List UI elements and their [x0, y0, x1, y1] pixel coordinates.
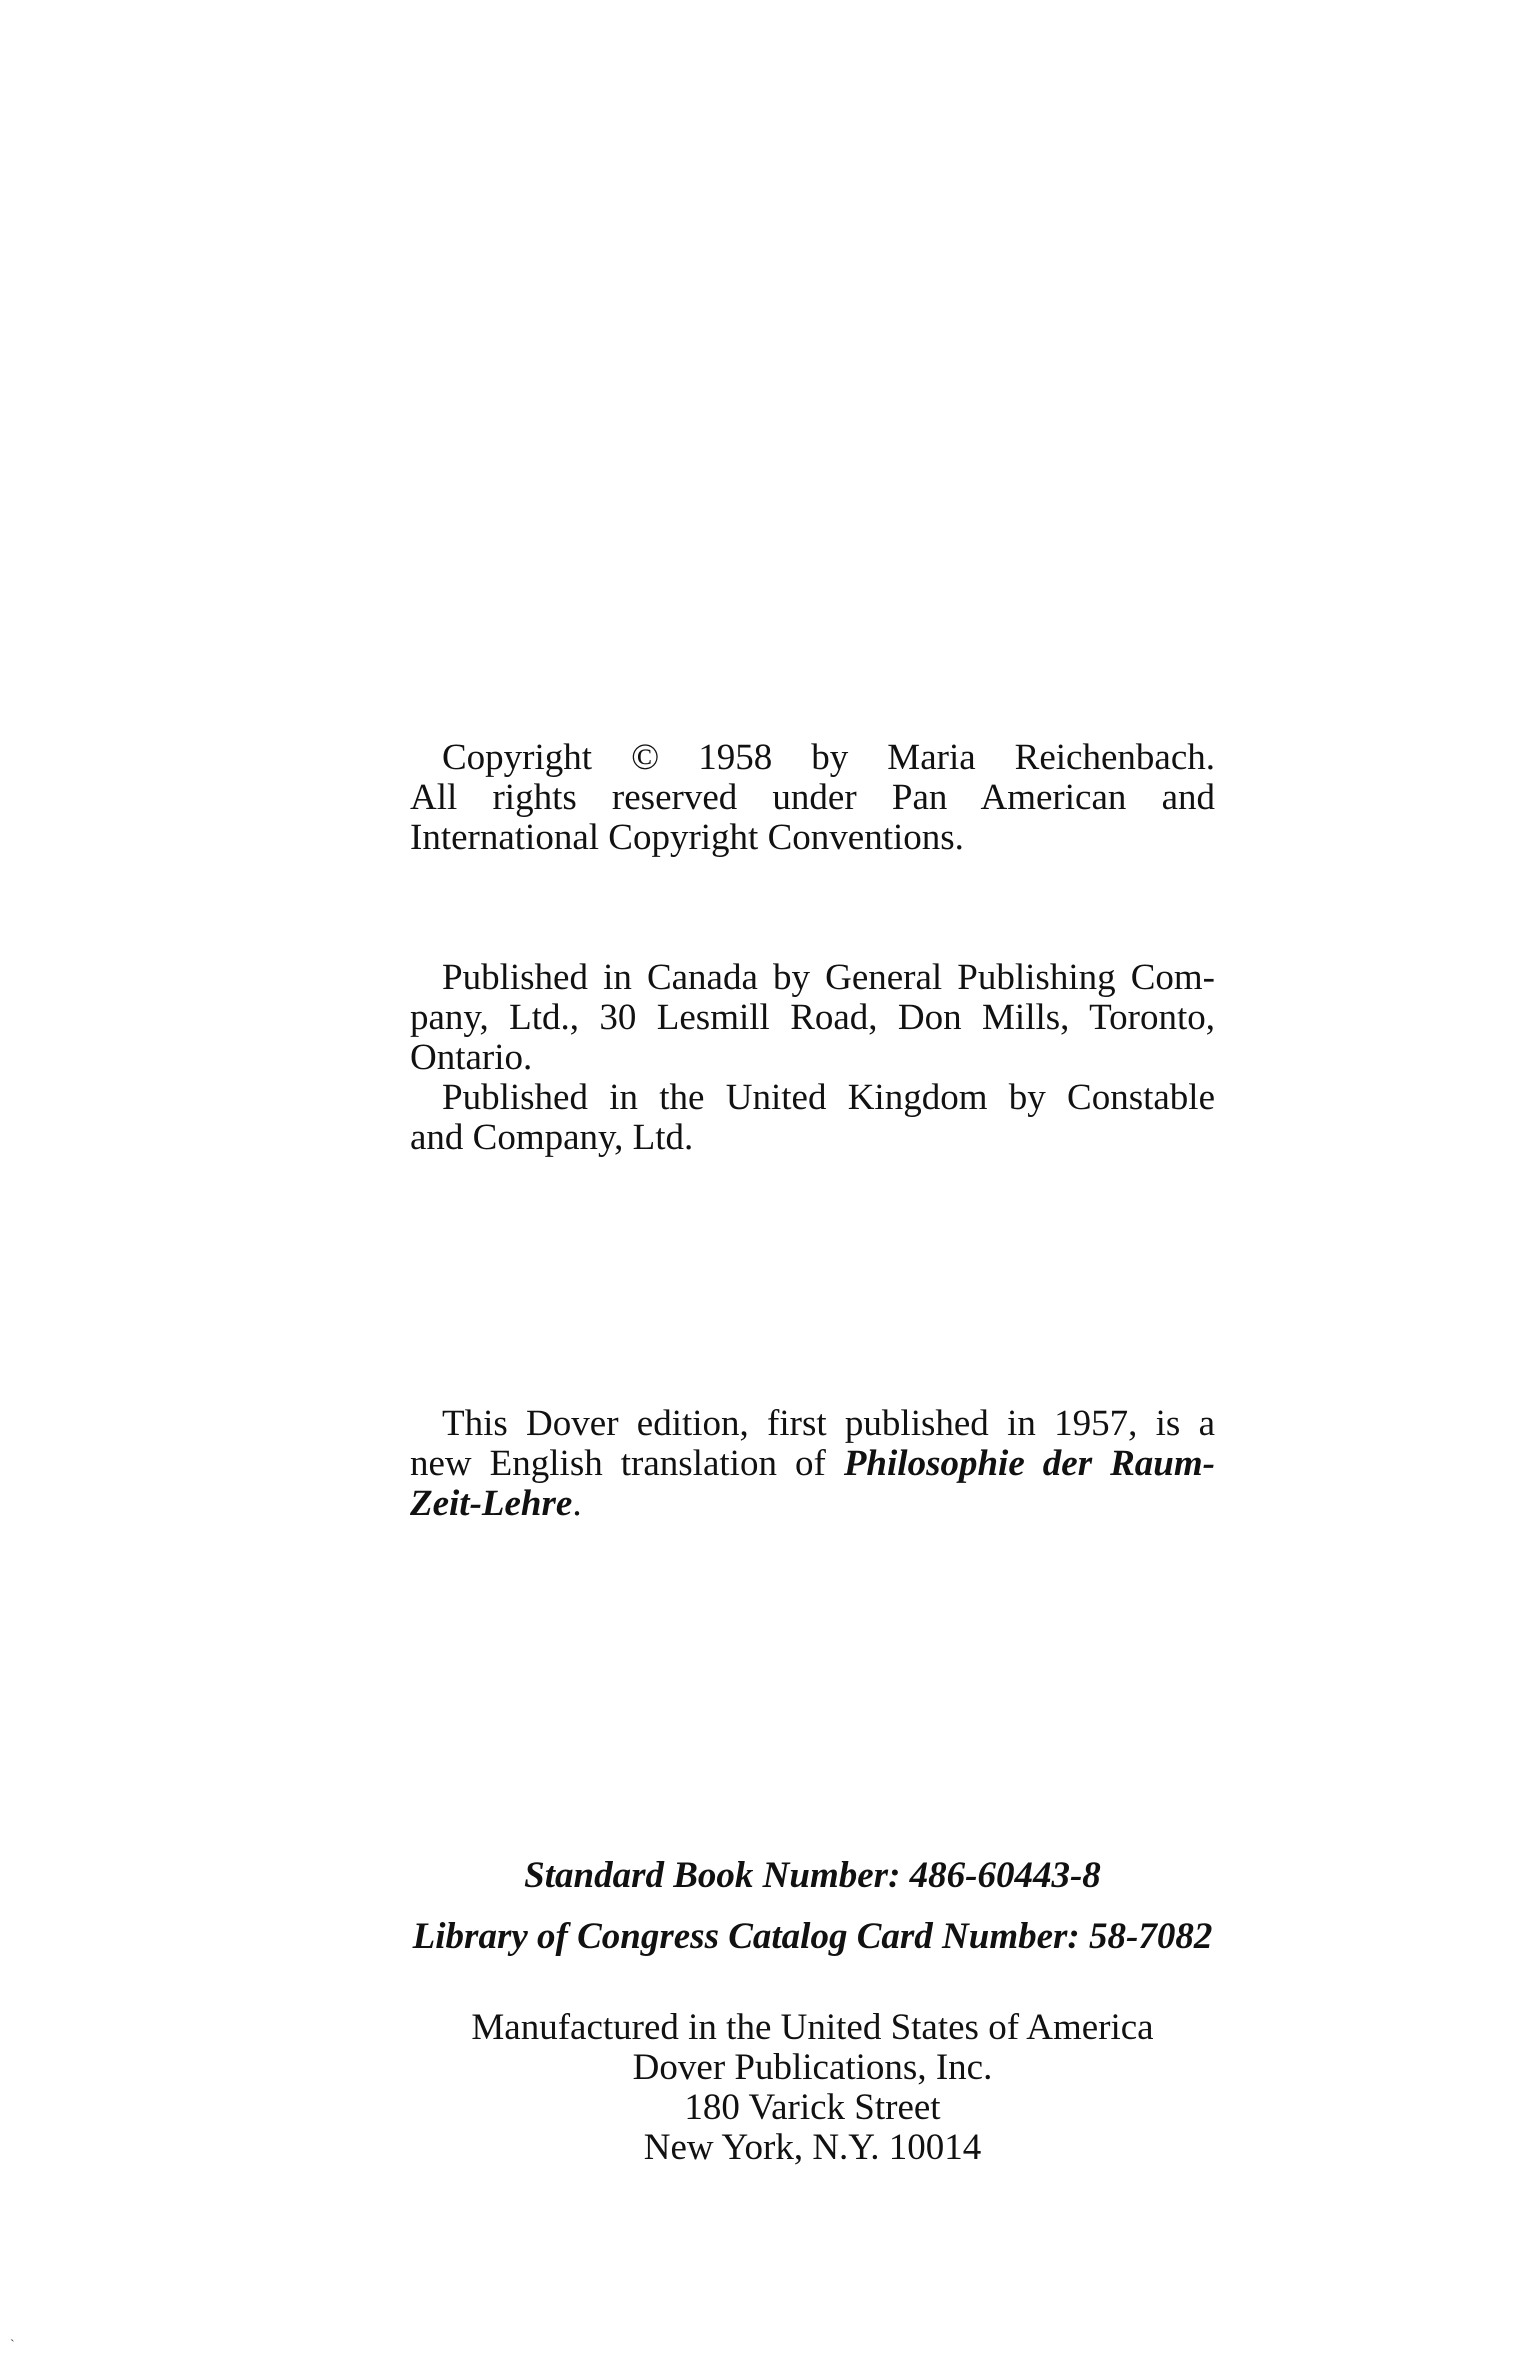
- copyright-line-2: All rights reserved under Pan American and: [410, 777, 1215, 818]
- publication-notice: [410, 958, 1215, 1158]
- standard-book-number: Standard Book Number: 486-60443-8: [524, 1855, 1101, 1896]
- canada-line-1: Published in Canada by General Publishing Com-: [442, 957, 1215, 998]
- original-title-part-1: Philosophie der Raum-: [843, 1443, 1215, 1484]
- edition-line-1: This Dover edition, first published in 1957, is a: [442, 1403, 1215, 1444]
- publisher-name: Dover Publications, Inc.: [632, 2047, 993, 2088]
- edition-line-2: [410, 1444, 1215, 1484]
- copyright-line-1: Copyright © 1958 by Maria Reichenbach.: [442, 737, 1215, 778]
- original-title-part-2: Zeit-Lehre: [410, 1483, 573, 1524]
- edition-line-3: [410, 1484, 1215, 1524]
- publisher-city: New York, N.Y. 10014: [643, 2127, 982, 2168]
- library-of-congress-number: Library of Congress Catalog Card Number: 58-7082: [412, 1916, 1213, 1957]
- manufactured-line: Manufactured in the United States of America: [471, 2007, 1154, 2048]
- canada-line-2: pany, Ltd., 30 Lesmill Road, Don Mills, Toronto,: [410, 997, 1215, 1038]
- edition-notice: [410, 1404, 1215, 1524]
- stray-mark: `: [10, 2338, 15, 2353]
- publisher-street: 180 Varick Street: [684, 2087, 941, 2128]
- edition-line-3-suffix: .: [572, 1483, 582, 1524]
- publisher-address: [410, 2008, 1215, 2168]
- copyright-notice: [410, 738, 1215, 858]
- copyright-line-3: International Copyright Conventions.: [410, 817, 964, 858]
- uk-line-1: Published in the United Kingdom by Constable: [442, 1077, 1215, 1118]
- edition-line-2-prefix: new English translation of: [410, 1443, 844, 1484]
- uk-line-2: and Company, Ltd.: [410, 1117, 694, 1158]
- canada-line-3: Ontario.: [410, 1037, 533, 1078]
